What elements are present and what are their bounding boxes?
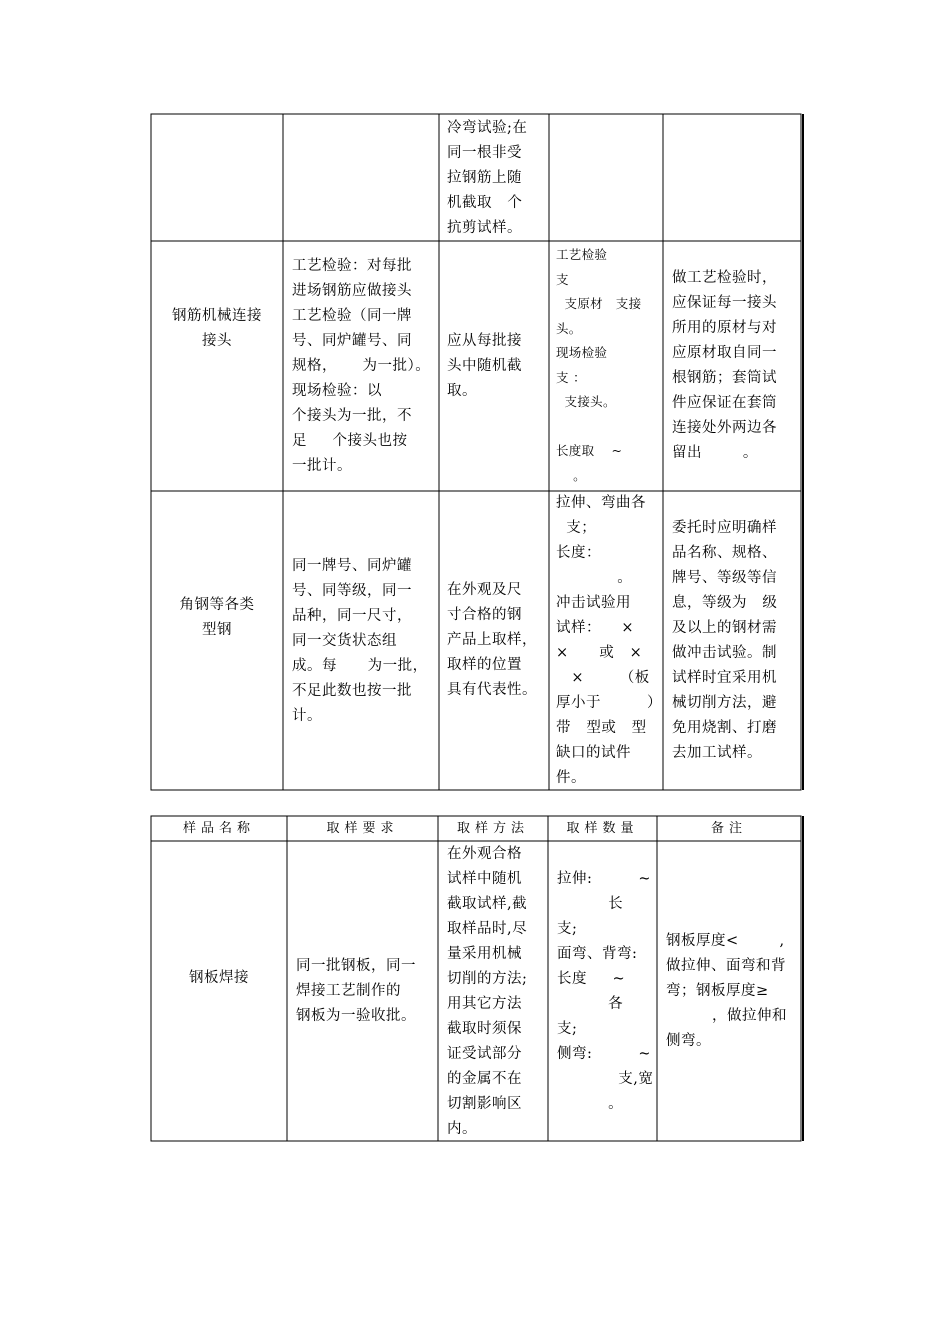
t2-row1-method: 在外观合格 试样中随机 截取试样,截 取样品时,尽 量采用机械 切削的方法; 用其它方法 截取时须保 证受试部分 的金属不在 切割影响区 内。	[447, 846, 528, 1137]
t1-row2-quantity: 工艺检验 支 支原材 支接 头。 现场检验 支 ： 支接头。 长度取 ~ 。	[556, 247, 642, 483]
t1-row3-method: 在外观及尺 寸合格的钢 产品上取样， 取样的位置 具有代表性。	[447, 582, 537, 698]
t1-row3-name: 角钢等各类 型钢	[179, 597, 255, 638]
t1-row2-name: 钢筋机械连接 接头	[172, 308, 262, 349]
t1-row2-note: 做工艺检验时， 应保证每一接头 所用的原材与对 应原材取自同一 根钢筋；套筒试 件应保证在套筒 连接处外两边各 留出 。	[672, 270, 777, 461]
t2-row1-quantity: 拉伸: ~ 长 支; 面弯、背弯: 长度 ~ 各 支; 侧弯: ~ 支,宽 。	[557, 871, 654, 1112]
t2-header-quantity: 取样数量	[566, 821, 639, 836]
t1-row1-method: 冷弯试验;在 同一根非受 拉钢筋上随 机截取 个 抗剪试样。	[447, 120, 528, 236]
t2-row1-requirement: 同一批钢板，同一 焊接工艺制作的 钢板为一验收批。	[296, 958, 416, 1024]
t2-header-note: 备注	[710, 821, 747, 836]
t1-row2-requirement: 工艺检验：对每批 进场钢筋应做接头 工艺检验（同一牌 号、同炉罐号、同 规格， 为一批）。 现场检验：以 个接头为一批，不 足 个接头也按 一批计。	[292, 258, 431, 474]
t2-row1-note: 钢板厚度< , 做拉伸、面弯和背 弯；钢板厚度≥ ，做拉伸和 侧弯。	[666, 933, 787, 1049]
t2-row1-name: 钢板焊接	[189, 970, 249, 986]
t1-row3-requirement: 同一牌号、同炉罐 号、同等级，同一 品种，同一尺寸， 同一交货状态组 成。每 为一批， 不足此数也按一批 计。	[292, 558, 428, 724]
t2-header-method: 取样方法	[456, 821, 529, 836]
t1-row3-quantity: 拉伸、弯曲各 支； 长度： 。 冲击试验用 试样： × × 或 × × （板 厚小于 ） 带 型或 型 缺口的试件 件。	[556, 495, 662, 786]
t2-header-requirement: 取样要求	[326, 821, 399, 836]
t1-row3-note: 委托时应明确样 品名称、规格、 牌号、等级等信 息，等级为 级 及以上的钢材需 做冲击试验。制 试样时宜采用机 械切削方法，避 免用烧割、打磨 去加工试样。	[672, 520, 778, 761]
t1-row2-method: 应从每批接 头中随机截 取。	[447, 333, 522, 399]
t2-header-name: 样品名称	[182, 821, 255, 836]
